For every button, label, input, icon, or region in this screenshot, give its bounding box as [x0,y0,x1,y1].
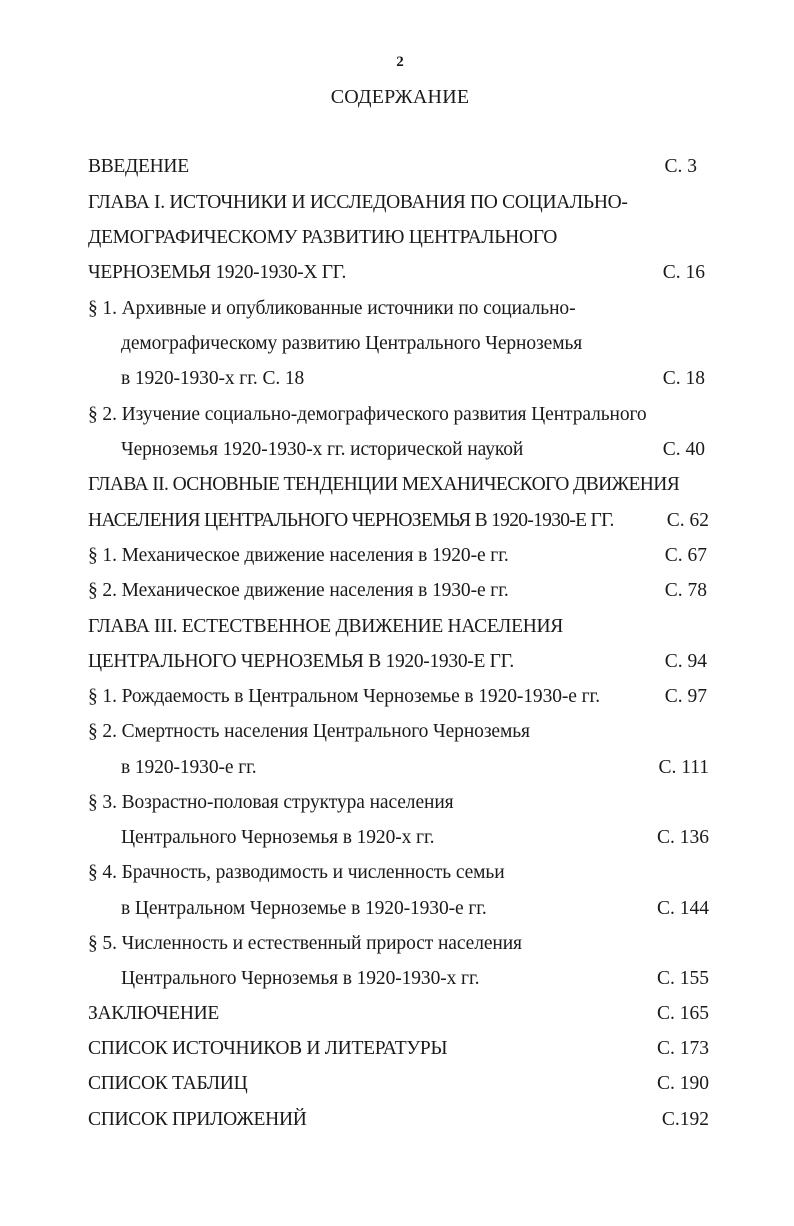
toc-entry-chapter-2-cont [0,506,794,536]
toc-entry-sources[interactable] [0,1034,794,1064]
toc-entry-section-1-1-cont [0,329,794,359]
toc-entry-chapter-2[interactable] [0,470,794,500]
toc-entry-text: Центрального Черноземья в 1920-х гг. [121,827,435,848]
toc-entry-section-3-2-cont [0,753,794,783]
toc-entry-section-1-2[interactable] [0,400,794,430]
toc-entry-chapter-1[interactable] [0,188,794,218]
toc-entry-section-3-5-cont [0,964,794,994]
toc-entry-section-2-1[interactable] [0,541,794,571]
toc-entry-section-2-2[interactable] [0,576,794,606]
toc-entry-text: ГЛАВА I. ИСТОЧНИКИ И ИССЛЕДОВАНИЯ ПО СОЦИАЛЬНО- [88,192,628,213]
toc-entry-text: СПИСОК ИСТОЧНИКОВ И ЛИТЕРАТУРЫ [88,1038,448,1059]
toc-entry-text: ЗАКЛЮЧЕНИЕ [88,1003,220,1024]
toc-entry-page: С. 173 [656,1038,709,1059]
toc-entry-page: С.192 [661,1109,709,1130]
toc-entry-page: С. 18 [662,368,705,389]
page-title: СОДЕРЖАНИЕ [330,86,470,108]
toc-entry-text: § 2. Изучение социально-демографического развития Центрального [88,404,647,425]
toc-entry-text: ДЕМОГРАФИЧЕСКОМУ РАЗВИТИЮ ЦЕНТРАЛЬНОГО [88,227,558,248]
toc-entry-chapter-1-cont [0,223,794,253]
toc-entry-text: в 1920-1930-х гг. С. 18 [121,368,305,389]
toc-entry-text: в Центральном Черноземье в 1920-1930-е гг. [121,898,487,919]
toc-entry-section-3-3[interactable] [0,788,794,818]
toc-entry-text: СПИСОК ТАБЛИЦ [88,1073,248,1094]
toc-entry-text: НАСЕЛЕНИЯ ЦЕНТРАЛЬНОГО ЧЕРНОЗЕМЬЯ В 1920-1930-Е ГГ. [88,510,614,531]
toc-entry-text: Центрального Черноземья в 1920-1930-х гг. [121,968,480,989]
toc-entry-text: § 1. Архивные и опубликованные источники по социально- [88,298,576,319]
toc-entry-conclusion[interactable] [0,999,794,1029]
toc-entry-section-3-4-cont [0,894,794,924]
toc-entry-section-3-5[interactable] [0,929,794,959]
toc-entry-section-1-1-cont [0,364,794,394]
toc-entry-text: демографическому развитию Центрального Черноземья [121,333,583,354]
toc-entry-section-1-1[interactable] [0,294,794,324]
toc-entry-text: § 1. Рождаемость в Центральном Черноземье в 1920-1930-е гг. [88,686,600,707]
toc-entry-text: § 3. Возрастно-половая структура населения [88,792,454,813]
toc-entry-page: С. 144 [656,898,709,919]
toc-entry-section-1-2-cont [0,435,794,465]
toc-entry-text: Черноземья 1920-1930-х гг. исторической наукой [121,439,524,460]
toc-entry-page: С. 155 [656,968,709,989]
toc-entry-page: С. 3 [664,156,697,177]
toc-entry-text: ЦЕНТРАЛЬНОГО ЧЕРНОЗЕМЬЯ В 1920-1930-Е ГГ. [88,651,514,672]
toc-entry-text: ГЛАВА III. ЕСТЕСТВЕННОЕ ДВИЖЕНИЕ НАСЕЛЕНИЯ [88,616,563,637]
toc-entry-section-3-4[interactable] [0,858,794,888]
toc-entry-page: С. 165 [656,1003,709,1024]
toc-entry-page: С. 67 [664,545,707,566]
toc-entry-text: § 2. Смертность населения Центрального Черноземья [88,721,530,742]
toc-entry-appendices[interactable] [0,1105,794,1135]
toc-entry-page: С. 78 [664,580,707,601]
toc-entry-page: С. 111 [658,757,709,778]
toc-entry-section-3-3-cont [0,823,794,853]
toc-entry-chapter-3[interactable] [0,612,794,642]
toc-entry-page: С. 62 [666,510,709,531]
toc-entry-page: С. 190 [656,1073,709,1094]
toc-entry-text: ГЛАВА II. ОСНОВНЫЕ ТЕНДЕНЦИИ МЕХАНИЧЕСКОГО ДВИЖЕНИЯ [88,474,680,495]
toc-entry-introduction[interactable] [0,152,794,182]
toc-entry-text: § 2. Механическое движение населения в 1930-е гг. [88,580,509,601]
toc-entry-text: в 1920-1930-е гг. [121,757,257,778]
toc-entry-text: § 4. Брачность, разводимость и численность семьи [88,862,505,883]
toc-entry-text: § 1. Механическое движение населения в 1920-е гг. [88,545,509,566]
toc-entry-section-3-1[interactable] [0,682,794,712]
toc-entry-page: С. 97 [664,686,707,707]
page-number: 2 [396,54,404,70]
toc-entry-text: ВВЕДЕНИЕ [88,156,189,177]
toc-entry-chapter-3-cont [0,647,794,677]
toc-entry-page: С. 40 [662,439,705,460]
toc-entry-section-3-2[interactable] [0,717,794,747]
toc-entry-text: ЧЕРНОЗЕМЬЯ 1920-1930-Х ГГ. [88,262,347,283]
toc-entry-page: С. 94 [664,651,707,672]
toc-entry-page: С. 16 [662,262,705,283]
toc-entry-page: С. 136 [656,827,709,848]
toc-entry-text: СПИСОК ПРИЛОЖЕНИЙ [88,1109,307,1130]
toc-entry-chapter-1-cont [0,258,794,288]
toc-entry-text: § 5. Численность и естественный прирост населения [88,933,522,954]
toc-entry-tables[interactable] [0,1069,794,1099]
